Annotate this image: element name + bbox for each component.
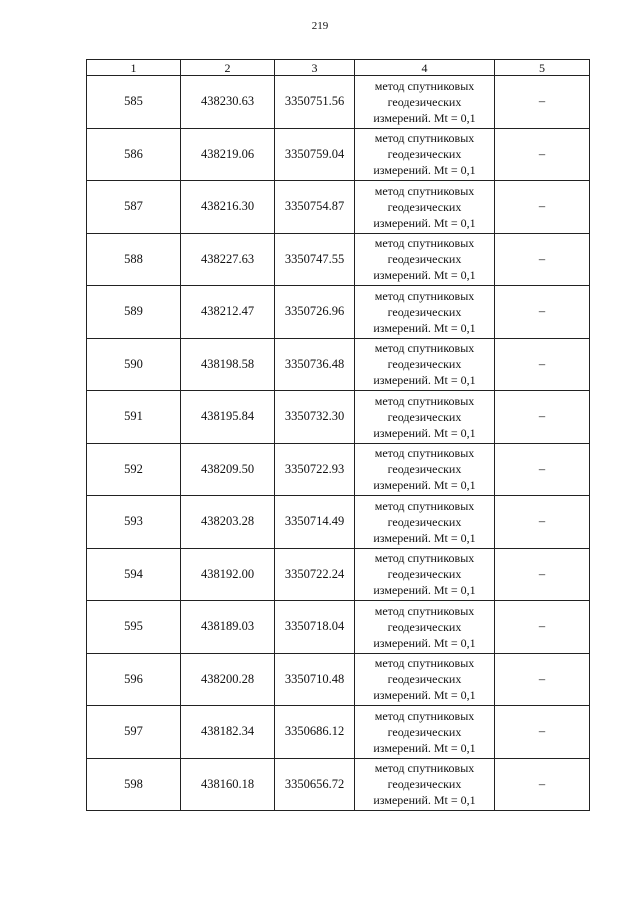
column-header-1: 1: [87, 60, 181, 76]
method-line-2: геодезических: [387, 409, 462, 424]
method-line-3: измерений. Mt = 0,1: [373, 268, 476, 283]
method-cell: [355, 233, 495, 286]
note-cell: –: [495, 233, 590, 286]
method-line-1: метод спутниковых: [374, 498, 475, 513]
x-coordinate-cell: 438209.50: [181, 443, 275, 496]
method-cell: [355, 391, 495, 444]
coordinates-table: [86, 59, 590, 811]
x-coordinate-cell: 438200.28: [181, 653, 275, 706]
method-cell: [355, 601, 495, 654]
method-line-1: метод спутниковых: [374, 183, 475, 198]
x-coordinate-cell: 438160.18: [181, 758, 275, 811]
note-cell: –: [495, 181, 590, 234]
method-line-3: измерений. Mt = 0,1: [373, 215, 476, 230]
x-coordinate-cell: 438216.30: [181, 181, 275, 234]
table-row: [87, 653, 590, 706]
x-coordinate-cell: 438227.63: [181, 233, 275, 286]
table-row: [87, 548, 590, 601]
table-row: [87, 76, 590, 129]
method-line-1: метод спутниковых: [374, 341, 475, 356]
method-line-3: измерений. Mt = 0,1: [373, 793, 476, 808]
point-number-cell: 588: [87, 233, 181, 286]
note-cell: –: [495, 706, 590, 759]
note-cell: –: [495, 653, 590, 706]
point-number-cell: 590: [87, 338, 181, 391]
method-line-3: измерений. Mt = 0,1: [373, 163, 476, 178]
note-cell: –: [495, 391, 590, 444]
note-cell: –: [495, 496, 590, 549]
table-row: [87, 338, 590, 391]
y-coordinate-cell: 3350754.87: [275, 181, 355, 234]
y-coordinate-cell: 3350751.56: [275, 76, 355, 129]
column-header-5: 5: [495, 60, 590, 76]
method-line-1: метод спутниковых: [374, 708, 475, 723]
method-cell: [355, 181, 495, 234]
note-cell: –: [495, 338, 590, 391]
method-line-3: измерений. Mt = 0,1: [373, 320, 476, 335]
x-coordinate-cell: 438230.63: [181, 76, 275, 129]
method-cell: [355, 653, 495, 706]
column-header-3: 3: [275, 60, 355, 76]
method-line-2: геодезических: [387, 724, 462, 739]
method-line-2: геодезических: [387, 304, 462, 319]
table-row: [87, 391, 590, 444]
point-number-cell: 591: [87, 391, 181, 444]
table-row: [87, 758, 590, 811]
method-cell: [355, 758, 495, 811]
x-coordinate-cell: 438212.47: [181, 286, 275, 339]
point-number-cell: 598: [87, 758, 181, 811]
y-coordinate-cell: 3350710.48: [275, 653, 355, 706]
method-line-2: геодезических: [387, 252, 462, 267]
y-coordinate-cell: 3350722.24: [275, 548, 355, 601]
point-number-cell: 593: [87, 496, 181, 549]
point-number-cell: 587: [87, 181, 181, 234]
method-cell: [355, 548, 495, 601]
note-cell: –: [495, 601, 590, 654]
x-coordinate-cell: 438189.03: [181, 601, 275, 654]
method-line-2: геодезических: [387, 619, 462, 634]
method-line-3: измерений. Mt = 0,1: [373, 530, 476, 545]
method-line-1: метод спутниковых: [374, 551, 475, 566]
method-line-1: метод спутниковых: [374, 288, 475, 303]
column-header-2: 2: [181, 60, 275, 76]
y-coordinate-cell: 3350747.55: [275, 233, 355, 286]
method-line-1: метод спутниковых: [374, 761, 475, 776]
point-number-cell: 585: [87, 76, 181, 129]
method-line-1: метод спутниковых: [374, 393, 475, 408]
method-line-3: измерений. Mt = 0,1: [373, 373, 476, 388]
x-coordinate-cell: 438203.28: [181, 496, 275, 549]
table-body: [87, 76, 590, 811]
method-line-3: измерений. Mt = 0,1: [373, 583, 476, 598]
method-line-2: геодезических: [387, 462, 462, 477]
method-line-2: геодезических: [387, 94, 462, 109]
note-cell: –: [495, 286, 590, 339]
method-cell: [355, 706, 495, 759]
y-coordinate-cell: 3350718.04: [275, 601, 355, 654]
method-cell: [355, 443, 495, 496]
x-coordinate-cell: 438219.06: [181, 128, 275, 181]
method-line-2: геодезических: [387, 672, 462, 687]
method-line-1: метод спутниковых: [374, 603, 475, 618]
x-coordinate-cell: 438192.00: [181, 548, 275, 601]
method-line-3: измерений. Mt = 0,1: [373, 425, 476, 440]
table-row: [87, 443, 590, 496]
page-number: 219: [311, 20, 329, 32]
y-coordinate-cell: 3350714.49: [275, 496, 355, 549]
method-cell: [355, 286, 495, 339]
method-line-3: измерений. Mt = 0,1: [373, 740, 476, 755]
point-number-cell: 595: [87, 601, 181, 654]
method-cell: [355, 338, 495, 391]
method-cell: [355, 76, 495, 129]
y-coordinate-cell: 3350726.96: [275, 286, 355, 339]
method-line-3: измерений. Mt = 0,1: [373, 635, 476, 650]
method-line-2: геодезических: [387, 777, 462, 792]
method-line-1: метод спутниковых: [374, 236, 475, 251]
point-number-cell: 592: [87, 443, 181, 496]
table-row: [87, 706, 590, 759]
method-line-2: геодезических: [387, 147, 462, 162]
table-row: [87, 601, 590, 654]
point-number-cell: 586: [87, 128, 181, 181]
point-number-cell: 589: [87, 286, 181, 339]
note-cell: –: [495, 443, 590, 496]
note-cell: –: [495, 548, 590, 601]
method-line-2: геодезических: [387, 514, 462, 529]
y-coordinate-cell: 3350736.48: [275, 338, 355, 391]
note-cell: –: [495, 76, 590, 129]
method-line-3: измерений. Mt = 0,1: [373, 110, 476, 125]
table-row: [87, 181, 590, 234]
method-line-3: измерений. Mt = 0,1: [373, 688, 476, 703]
y-coordinate-cell: 3350722.93: [275, 443, 355, 496]
method-line-2: геодезических: [387, 199, 462, 214]
method-line-1: метод спутниковых: [374, 78, 475, 93]
x-coordinate-cell: 438198.58: [181, 338, 275, 391]
column-header-4: 4: [355, 60, 495, 76]
method-line-3: измерений. Mt = 0,1: [373, 478, 476, 493]
table-row: [87, 286, 590, 339]
method-line-1: метод спутниковых: [374, 446, 475, 461]
method-line-1: метод спутниковых: [374, 131, 475, 146]
x-coordinate-cell: 438195.84: [181, 391, 275, 444]
table-row: [87, 496, 590, 549]
y-coordinate-cell: 3350759.04: [275, 128, 355, 181]
method-line-2: геодезических: [387, 357, 462, 372]
method-cell: [355, 496, 495, 549]
table-row: [87, 128, 590, 181]
point-number-cell: 596: [87, 653, 181, 706]
table-row: [87, 233, 590, 286]
y-coordinate-cell: 3350656.72: [275, 758, 355, 811]
note-cell: –: [495, 128, 590, 181]
method-line-2: геодезических: [387, 567, 462, 582]
x-coordinate-cell: 438182.34: [181, 706, 275, 759]
y-coordinate-cell: 3350686.12: [275, 706, 355, 759]
point-number-cell: 597: [87, 706, 181, 759]
y-coordinate-cell: 3350732.30: [275, 391, 355, 444]
method-line-1: метод спутниковых: [374, 656, 475, 671]
method-cell: [355, 128, 495, 181]
note-cell: –: [495, 758, 590, 811]
table-header-row: [87, 60, 590, 76]
point-number-cell: 594: [87, 548, 181, 601]
